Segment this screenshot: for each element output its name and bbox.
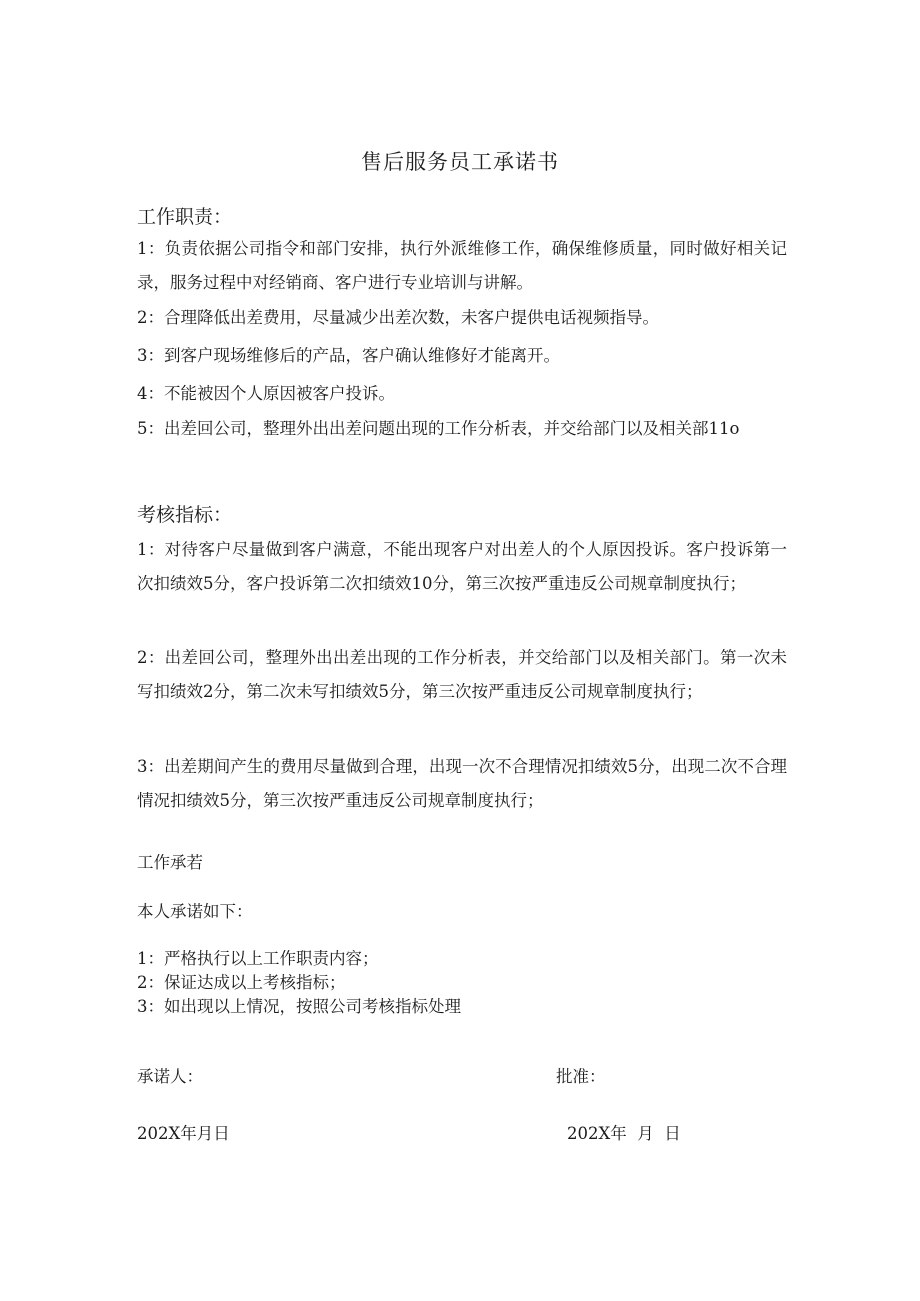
commitment-item-2: 2：保证达成以上考核指标；: [137, 973, 346, 992]
duties-heading: 工作职责：: [137, 206, 233, 228]
duty-item-5: 5：出差回公司，整理外出出差问题出现的工作分析表，并交给部门以及相关部11o: [137, 419, 740, 438]
approver-date: 202X年 月 日: [567, 1124, 681, 1143]
commitment-item-1: 1：严格执行以上工作职责内容；: [137, 949, 379, 968]
kpi-item-2: 2：出差回公司，整理外出出差出现的工作分析表，并交给部门以及相关部门。第一次未写扣绩效2分，第二次未写扣绩效5分，第三次按严重违反公司规章制度执行；: [137, 648, 787, 701]
approver-label: 批准：: [556, 1067, 606, 1086]
commitment-intro: 本人承诺如下：: [137, 902, 253, 921]
kpi-item-1: 1：对待客户尽量做到客户满意，不能出现客户对出差人的个人原因投诉。客户投诉第一次扣绩效5分，客户投诉第二次扣绩效10分，第三次按严重违反公司规章制度执行；: [137, 540, 787, 593]
kpi-heading: 考核指标：: [137, 504, 233, 526]
duty-item-1: 1：负责依据公司指令和部门安排，执行外派维修工作，确保维修质量，同时做好相关记录，服务过程中对经销商、客户进行专业培训与讲解。: [137, 239, 787, 292]
promisor-date: 202X年月日: [137, 1124, 230, 1143]
commitment-heading: 工作承若: [137, 853, 203, 872]
document-title: 售后服务员工承诺书: [361, 150, 559, 174]
duty-item-3: 3：到客户现场维修后的产品，客户确认维修好才能离开。: [137, 346, 560, 365]
duty-item-4: 4：不能被因个人原因被客户投诉。: [137, 384, 395, 403]
commitment-list: [137, 947, 461, 1019]
promisor-label: 承诺人：: [137, 1067, 203, 1086]
kpi-item-3: 3：出差期间产生的费用尽量做到合理，出现一次不合理情况扣绩效5分，出现二次不合理情况扣绩效5分，第三次按严重违反公司规章制度执行；: [137, 757, 787, 810]
commitment-item-3: 3：如出现以上情况，按照公司考核指标处理: [137, 997, 461, 1016]
duty-item-2: 2：合理降低出差费用，尽量减少出差次数，未客户提供电话视频指导。: [137, 308, 659, 327]
